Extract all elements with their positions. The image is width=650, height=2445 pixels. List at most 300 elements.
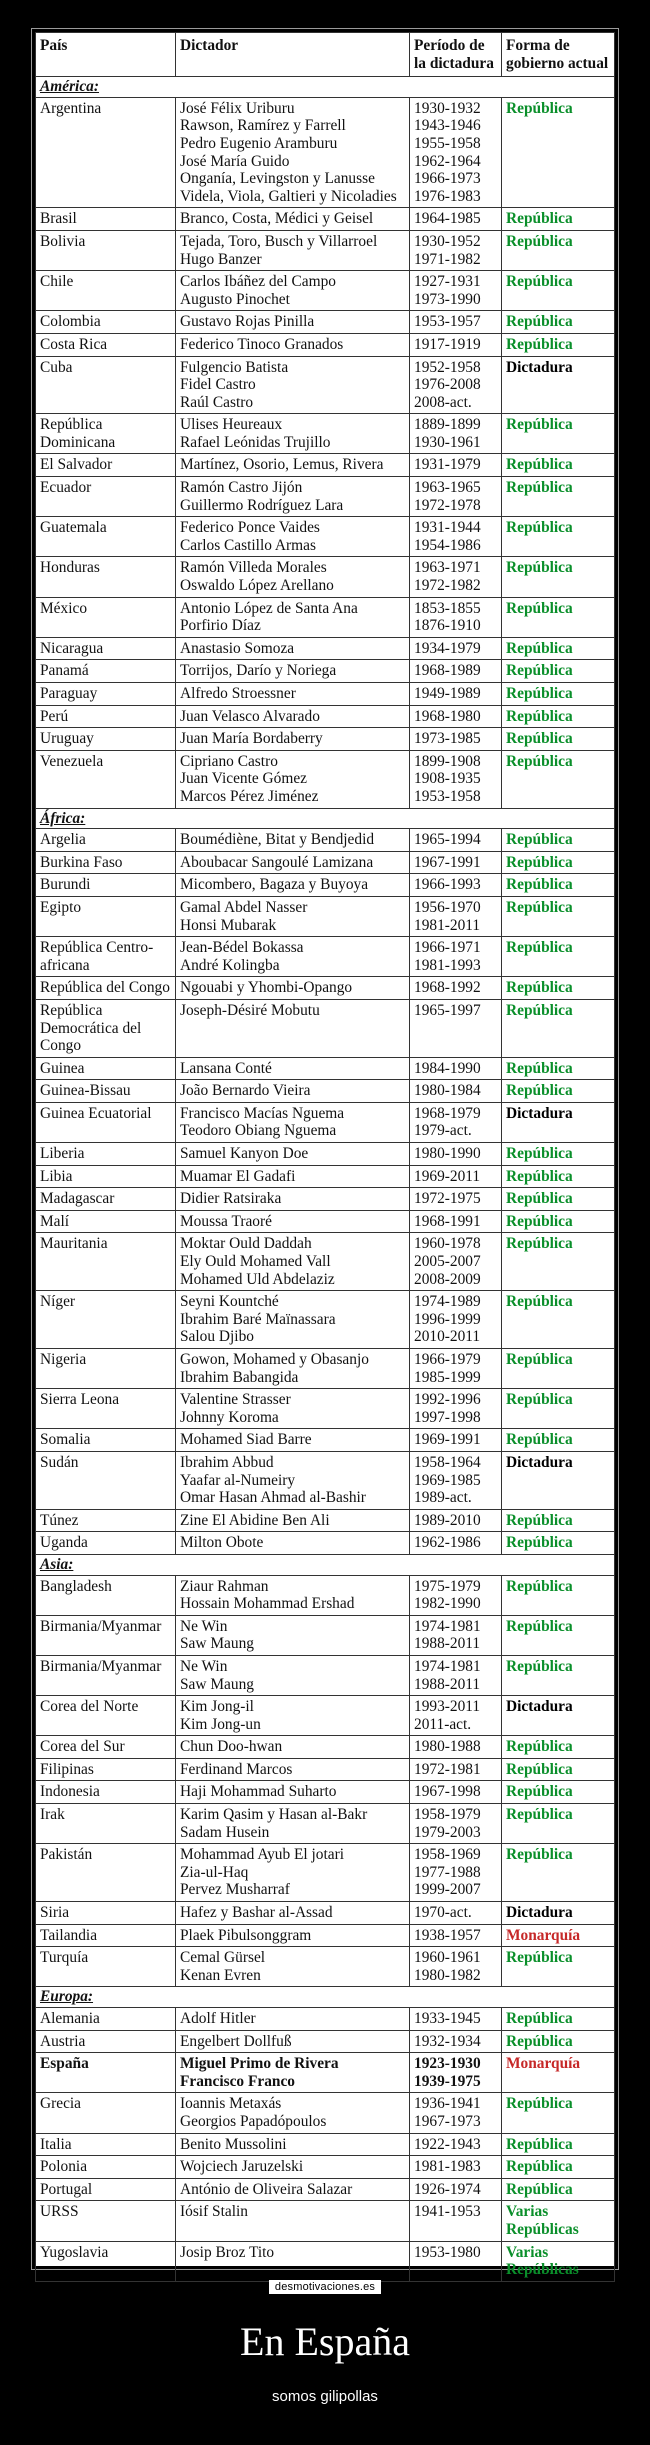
government-form: República xyxy=(506,1351,573,1368)
country-name: Sierra Leona xyxy=(40,1391,120,1409)
country-name: República Dominicana xyxy=(40,416,116,451)
table-row xyxy=(36,1188,615,1211)
cell-forma xyxy=(502,1902,615,1925)
country-name: Liberia xyxy=(40,1145,85,1163)
cell-pais xyxy=(36,230,176,270)
country-name: Egipto xyxy=(40,898,82,916)
dictator-name: Ne Win xyxy=(180,1617,228,1635)
dictator-name: Cipriano Castro xyxy=(180,752,278,770)
period-range: 1963-1971 xyxy=(414,559,481,577)
cell-forma xyxy=(502,2156,615,2179)
cell-forma xyxy=(502,597,615,637)
cell-pais xyxy=(36,2241,176,2281)
cell-dictador xyxy=(176,557,410,597)
period-range: 1964-1985 xyxy=(414,210,481,228)
cell-pais xyxy=(36,1102,176,1142)
cell-dictador xyxy=(176,2093,410,2133)
cell-forma xyxy=(502,637,615,660)
government-form: República xyxy=(506,979,573,997)
dictator-name: Kim Jong-il xyxy=(180,1698,254,1716)
period-range: 1981-1993 xyxy=(414,956,481,974)
government-form: República xyxy=(506,1001,573,1019)
cell-pais xyxy=(36,2178,176,2201)
government-form: República xyxy=(506,1511,573,1529)
government-form: República xyxy=(506,2135,573,2153)
cell-forma xyxy=(502,271,615,311)
government-form: República xyxy=(506,685,573,702)
country-name: Túnez xyxy=(40,1511,79,1529)
period-range: 1967-1973 xyxy=(414,2112,481,2130)
header-periodo: Período de la dictadura xyxy=(410,33,502,77)
period-range: 1939-1975 xyxy=(414,2072,481,2090)
table-row xyxy=(36,1509,615,1532)
table-row xyxy=(36,2178,615,2201)
cell-dictador xyxy=(176,851,410,874)
cell-forma xyxy=(502,937,615,977)
table-row xyxy=(36,937,615,977)
table-row xyxy=(36,1736,615,1759)
dictator-name: Ely Ould Mohamed Vall xyxy=(180,1253,331,1271)
government-form: República xyxy=(506,1760,573,1778)
period-range: 1934-1979 xyxy=(414,639,481,657)
period-range: 1958-1979 xyxy=(414,1806,481,1824)
table-row xyxy=(36,1102,615,1142)
cell-dictador xyxy=(176,2201,410,2241)
period-range: 1972-1978 xyxy=(414,496,481,514)
dictator-name: Oswaldo López Arellano xyxy=(180,577,334,595)
cell-pais xyxy=(36,999,176,1057)
watermark-text: desmotivaciones.es xyxy=(269,2280,381,2294)
dictator-name: Samuel Kanyon Doe xyxy=(180,1145,309,1163)
country-name: Chile xyxy=(40,273,74,291)
dictator-name: Benito Mussolini xyxy=(180,2135,287,2153)
dictator-name: Rafael Leónidas Trujillo xyxy=(180,433,331,451)
government-form: República xyxy=(506,2010,573,2027)
cell-forma xyxy=(502,1057,615,1080)
dictator-name: Saw Maung xyxy=(180,1635,254,1653)
dictator-name: Mohammad Ayub El jotari xyxy=(180,1846,345,1864)
government-form: República xyxy=(506,1145,573,1163)
table-row xyxy=(36,2030,615,2053)
cell-periodo xyxy=(410,1781,502,1804)
cell-dictador xyxy=(176,1291,410,1349)
dictator-name: Lansana Conté xyxy=(180,1059,272,1077)
cell-periodo xyxy=(410,97,502,208)
period-range: 1980-1988 xyxy=(414,1738,481,1756)
cell-forma xyxy=(502,999,615,1057)
period-range: 1974-1989 xyxy=(414,1293,481,1311)
cell-periodo xyxy=(410,597,502,637)
dictator-name: Chun Doo-hwan xyxy=(180,1738,283,1756)
cell-dictador xyxy=(176,1429,410,1452)
government-form: República xyxy=(506,939,573,957)
period-range: 1923-1930 xyxy=(414,2055,481,2073)
dictator-name: Juan Vicente Gómez xyxy=(180,770,308,788)
government-form: República xyxy=(506,1391,573,1409)
cell-dictador xyxy=(176,477,410,517)
government-form: República xyxy=(506,1431,573,1449)
cell-pais xyxy=(36,1736,176,1759)
government-form: República xyxy=(506,1657,573,1675)
caption-subtitle: somos gilipollas xyxy=(272,2388,378,2405)
period-range: 1972-1981 xyxy=(414,1760,481,1778)
cell-dictador xyxy=(176,1947,410,1987)
dictator-name: Ramón Villeda Morales xyxy=(180,559,327,577)
cell-periodo xyxy=(410,1291,502,1349)
cell-periodo xyxy=(410,1844,502,1902)
government-form: República xyxy=(506,210,573,228)
government-form: República xyxy=(506,876,573,894)
cell-dictador xyxy=(176,1165,410,1188)
dictator-name: Moussa Traoré xyxy=(180,1212,272,1230)
dictator-name: Joseph-Désiré Mobutu xyxy=(180,1001,320,1019)
period-range: 1953-1980 xyxy=(414,2243,481,2261)
cell-forma xyxy=(502,2133,615,2156)
dictator-name: Gustavo Rojas Pinilla xyxy=(180,313,315,331)
government-form: Varias Repúblicas xyxy=(506,2243,579,2279)
government-form: República xyxy=(506,2032,573,2050)
dictator-name: Moktar Ould Daddah xyxy=(180,1235,312,1253)
cell-pais xyxy=(36,1291,176,1349)
period-range: 1997-1998 xyxy=(414,1408,481,1426)
country-name: Guinea-Bissau xyxy=(40,1082,131,1100)
dictator-name: Pedro Eugenio Aramburu xyxy=(180,134,338,152)
dictator-name: Sadam Husein xyxy=(180,1823,270,1841)
cell-dictador xyxy=(176,1758,410,1781)
cell-forma xyxy=(502,1758,615,1781)
cell-periodo xyxy=(410,851,502,874)
government-form: República xyxy=(506,662,573,680)
period-range: 1988-2011 xyxy=(414,1675,481,1693)
cell-periodo xyxy=(410,1736,502,1759)
cell-dictador xyxy=(176,2008,410,2031)
cell-dictador xyxy=(176,750,410,808)
cell-periodo xyxy=(410,208,502,231)
dictator-name: Mohamed Uld Abdelaziz xyxy=(180,1270,335,1288)
cell-periodo xyxy=(410,1143,502,1166)
cell-periodo xyxy=(410,683,502,706)
cell-periodo xyxy=(410,2201,502,2241)
period-range: 1931-1944 xyxy=(414,519,481,537)
table-body xyxy=(36,77,615,2282)
country-name: Malí xyxy=(40,1212,70,1230)
dictator-name: Ibrahim Babangida xyxy=(180,1368,299,1386)
cell-pais xyxy=(36,311,176,334)
dictator-name: Jean-Bédel Bokassa xyxy=(180,939,304,957)
table-row xyxy=(36,1389,615,1429)
cell-dictador xyxy=(176,1057,410,1080)
cell-dictador xyxy=(176,2241,410,2281)
cell-dictador xyxy=(176,1575,410,1615)
table-row xyxy=(36,1804,615,1844)
period-range: 1953-1958 xyxy=(414,787,481,805)
government-form: República xyxy=(506,1949,573,1967)
country-name: Filipinas xyxy=(40,1760,94,1778)
cell-forma xyxy=(502,1844,615,1902)
table-row xyxy=(36,1057,615,1080)
dictator-name: Ramón Castro Jijón xyxy=(180,479,303,497)
government-form: República xyxy=(506,1167,573,1185)
country-name: Argelia xyxy=(40,831,86,849)
cell-forma xyxy=(502,517,615,557)
cell-forma xyxy=(502,97,615,208)
dictator-name: Ulises Heureaux xyxy=(180,416,283,434)
section-title: América: xyxy=(36,77,615,98)
cell-forma xyxy=(502,557,615,597)
cell-dictador xyxy=(176,2053,410,2093)
dictator-name: João Bernardo Vieira xyxy=(180,1082,311,1100)
dictator-name: Zine El Abidine Ben Ali xyxy=(180,1511,330,1529)
government-form: República xyxy=(506,1577,573,1595)
dictator-name: André Kolingba xyxy=(180,956,280,974)
government-form: República xyxy=(506,853,573,871)
country-name: España xyxy=(40,2055,89,2073)
cell-pais xyxy=(36,2093,176,2133)
poster-frame xyxy=(31,28,619,2279)
period-range: 1954-1986 xyxy=(414,536,481,554)
cell-periodo xyxy=(410,705,502,728)
cell-forma xyxy=(502,1233,615,1291)
period-range: 1960-1961 xyxy=(414,1949,481,1967)
period-range: 1853-1855 xyxy=(414,599,481,617)
government-form: República xyxy=(506,232,573,250)
dictator-name: Francisco Macías Nguema xyxy=(180,1104,345,1122)
period-range: 1876-1910 xyxy=(414,617,481,635)
cell-forma xyxy=(502,2201,615,2241)
period-range: 1936-1941 xyxy=(414,2095,481,2113)
cell-periodo xyxy=(410,271,502,311)
dictator-name: Mohamed Siad Barre xyxy=(180,1431,312,1449)
cell-dictador xyxy=(176,1924,410,1947)
table-image xyxy=(35,32,615,2279)
period-range: 1993-2011 xyxy=(414,1698,481,1716)
table-row xyxy=(36,2053,615,2093)
dictator-name: Miguel Primo de Rivera xyxy=(180,2055,339,2073)
section-title: Asia: xyxy=(36,1554,615,1575)
dictator-name: Saw Maung xyxy=(180,1675,254,1693)
cell-dictador xyxy=(176,2133,410,2156)
cell-dictador xyxy=(176,1696,410,1736)
cell-pais xyxy=(36,1902,176,1925)
country-name: Polonia xyxy=(40,2158,88,2176)
government-form: República xyxy=(506,1617,573,1635)
government-form: Varias Repúblicas xyxy=(506,2203,579,2238)
country-name: Indonesia xyxy=(40,1783,100,1801)
table-row xyxy=(36,311,615,334)
cell-forma xyxy=(502,896,615,936)
dictator-name: Torrijos, Darío y Noriega xyxy=(180,662,337,680)
period-range: 1968-1992 xyxy=(414,979,481,997)
period-range: 1968-1980 xyxy=(414,707,481,725)
period-range: 1927-1931 xyxy=(414,273,481,291)
country-name: Birmania/Myanmar xyxy=(40,1657,162,1675)
dictator-name: Kenan Evren xyxy=(180,1966,261,1984)
cell-forma xyxy=(502,977,615,1000)
cell-periodo xyxy=(410,1349,502,1389)
country-name: República del Congo xyxy=(40,979,170,997)
cell-dictador xyxy=(176,1451,410,1509)
dictators-table xyxy=(35,32,615,2282)
period-range: 1967-1998 xyxy=(414,1783,481,1801)
dictator-name: Pervez Musharraf xyxy=(180,1881,290,1899)
dictator-name: Ne Win xyxy=(180,1657,228,1675)
cell-forma xyxy=(502,1291,615,1349)
cell-pais xyxy=(36,1210,176,1233)
cell-pais xyxy=(36,1532,176,1555)
table-row xyxy=(36,1532,615,1555)
cell-forma xyxy=(502,414,615,454)
cell-forma xyxy=(502,728,615,751)
dictator-name: Raúl Castro xyxy=(180,393,254,411)
period-range: 1930-1952 xyxy=(414,232,481,250)
cell-pais xyxy=(36,637,176,660)
dictator-name: Videla, Viola, Galtieri y Nicoladies xyxy=(180,187,397,205)
government-form: República xyxy=(506,519,573,537)
dictator-name: Muamar El Gadafi xyxy=(180,1167,296,1185)
period-range: 1981-2011 xyxy=(414,916,481,934)
cell-dictador xyxy=(176,728,410,751)
cell-pais xyxy=(36,1758,176,1781)
cell-periodo xyxy=(410,874,502,897)
cell-forma xyxy=(502,660,615,683)
cell-dictador xyxy=(176,356,410,414)
dictator-name: Marcos Pérez Jiménez xyxy=(180,787,319,805)
table-row xyxy=(36,557,615,597)
country-name: Sudán xyxy=(40,1453,79,1471)
period-range: 1952-1958 xyxy=(414,358,481,376)
table-row xyxy=(36,208,615,231)
cell-periodo xyxy=(410,728,502,751)
cell-pais xyxy=(36,851,176,874)
period-range: 2010-2011 xyxy=(414,1328,481,1346)
table-row xyxy=(36,829,615,852)
cell-forma xyxy=(502,311,615,334)
period-range: 1966-1979 xyxy=(414,1351,481,1368)
dictator-name: Kim Jong-un xyxy=(180,1715,261,1733)
cell-pais xyxy=(36,1844,176,1902)
cell-periodo xyxy=(410,829,502,852)
period-range: 1953-1957 xyxy=(414,313,481,331)
cell-periodo xyxy=(410,1902,502,1925)
period-range: 1972-1982 xyxy=(414,577,481,595)
dictator-name: Juan Velasco Alvarado xyxy=(180,707,320,725)
table-row xyxy=(36,999,615,1057)
cell-dictador xyxy=(176,637,410,660)
cell-forma xyxy=(502,356,615,414)
cell-dictador xyxy=(176,1804,410,1844)
period-range: 1988-2011 xyxy=(414,1635,481,1653)
period-range: 1938-1957 xyxy=(414,1926,481,1944)
table-row xyxy=(36,637,615,660)
cell-pais xyxy=(36,2030,176,2053)
period-range: 1955-1958 xyxy=(414,134,481,152)
country-name: Alemania xyxy=(40,2010,100,2027)
cell-dictador xyxy=(176,2030,410,2053)
dictator-name: Alfredo Stroessner xyxy=(180,685,296,702)
cell-pais xyxy=(36,728,176,751)
cell-forma xyxy=(502,2030,615,2053)
country-name: Mauritania xyxy=(40,1235,108,1253)
table-row xyxy=(36,333,615,356)
cell-forma xyxy=(502,1451,615,1509)
cell-forma xyxy=(502,477,615,517)
cell-forma xyxy=(502,1781,615,1804)
country-name: Níger xyxy=(40,1293,76,1311)
cell-pais xyxy=(36,517,176,557)
government-form: República xyxy=(506,313,573,331)
cell-forma xyxy=(502,683,615,706)
section-row xyxy=(36,77,615,98)
cell-dictador xyxy=(176,937,410,977)
period-range: 1999-2007 xyxy=(414,1881,481,1899)
period-range: 1958-1969 xyxy=(414,1846,481,1864)
dictator-name: Francisco Franco xyxy=(180,2072,295,2090)
cell-periodo xyxy=(410,414,502,454)
cell-dictador xyxy=(176,414,410,454)
cell-forma xyxy=(502,2008,615,2031)
table-row xyxy=(36,454,615,477)
cell-periodo xyxy=(410,557,502,597)
government-form: República xyxy=(506,2158,573,2176)
dictator-name: Zia-ul-Haq xyxy=(180,1863,249,1881)
dictator-name: Adolf Hitler xyxy=(180,2010,256,2027)
cell-periodo xyxy=(410,750,502,808)
dictator-name: Engelbert Dollfuß xyxy=(180,2032,292,2050)
cell-pais xyxy=(36,2133,176,2156)
cell-forma xyxy=(502,705,615,728)
cell-periodo xyxy=(410,1210,502,1233)
cell-periodo xyxy=(410,999,502,1057)
dictator-name: Rawson, Ramírez y Farrell xyxy=(180,117,346,135)
table-row xyxy=(36,97,615,208)
cell-forma xyxy=(502,2178,615,2201)
cell-periodo xyxy=(410,1233,502,1291)
government-form: República xyxy=(506,639,573,657)
country-name: URSS xyxy=(40,2203,79,2221)
dictator-name: Ioannis Metaxás xyxy=(180,2095,282,2113)
government-form: República xyxy=(506,599,573,617)
period-range: 1982-1990 xyxy=(414,1595,481,1613)
cell-forma xyxy=(502,1210,615,1233)
dictator-name: Seyni Kountché xyxy=(180,1293,279,1311)
cell-pais xyxy=(36,1804,176,1844)
government-form: República xyxy=(506,99,573,117)
table-row xyxy=(36,356,615,414)
cell-dictador xyxy=(176,1233,410,1291)
cell-pais xyxy=(36,2156,176,2179)
dictator-name: Ziaur Rahman xyxy=(180,1577,269,1595)
period-range: 1979-2003 xyxy=(414,1823,481,1841)
dictator-name: Boumédiène, Bitat y Bendjedid xyxy=(180,831,375,849)
dictator-name: Onganía, Levingston y Lanusse xyxy=(180,170,375,188)
cell-forma xyxy=(502,1102,615,1142)
period-range: 1968-1979 xyxy=(414,1104,481,1122)
cell-dictador xyxy=(176,333,410,356)
dictator-name: Carlos Castillo Armas xyxy=(180,536,316,554)
cell-pais xyxy=(36,1188,176,1211)
table-row xyxy=(36,1143,615,1166)
period-range: 1932-1934 xyxy=(414,2032,481,2050)
period-range: 1972-1975 xyxy=(414,1190,481,1208)
cell-dictador xyxy=(176,1902,410,1925)
table-row xyxy=(36,477,615,517)
cell-pais xyxy=(36,557,176,597)
government-form: República xyxy=(506,273,573,291)
cell-dictador xyxy=(176,896,410,936)
country-name: Panamá xyxy=(40,662,89,680)
country-name: Portugal xyxy=(40,2180,93,2198)
cell-periodo xyxy=(410,2008,502,2031)
